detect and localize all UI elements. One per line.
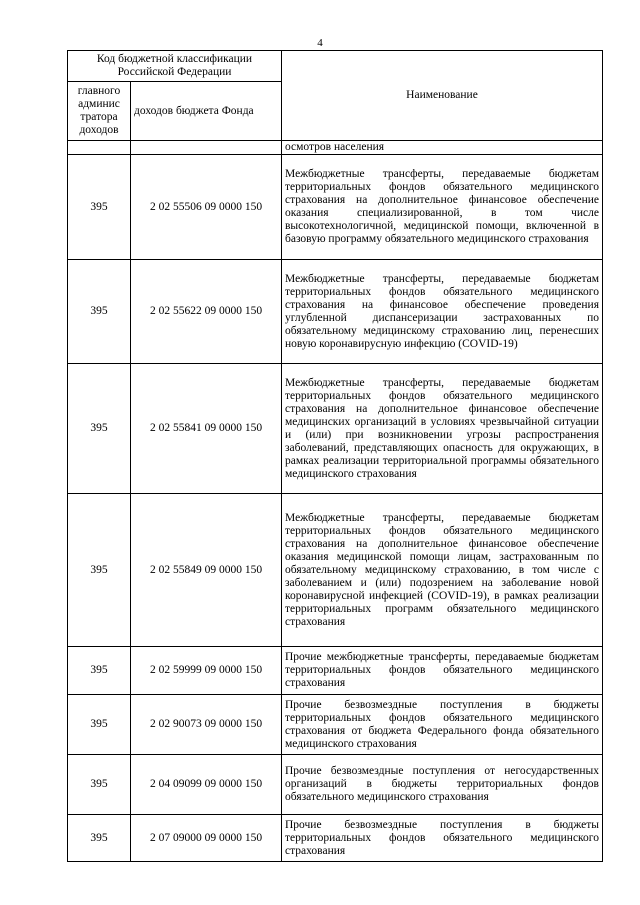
header-fund-revenue-code: доходов бюджета Фонда xyxy=(131,82,282,141)
name-cell: осмотров населения xyxy=(282,141,603,155)
revenue-code-cell: 2 02 55849 09 0000 150 xyxy=(131,494,282,647)
name-cell: Межбюджетные трансферты, передаваемые бюджетам территориальных фондов обязательного медицинского страхования на дополнительное финансовое обеспечение медицинских организаций в условиях чрезвычайной ситуации и (или) при возникновении угрозы распространения заболеваний, представляющих опасность для окружающих, в рамках реализации территориальной программы обязательного медицинского страхования xyxy=(282,364,603,494)
page-number: 4 xyxy=(317,37,323,49)
name-cell: Межбюджетные трансферты, передаваемые бюджетам территориальных фондов обязательного медицинского страхования на дополнительное финансовое обеспечение оказания специализированной, в том числе высокотехнологичной, медицинской помощи, включенной в базовую программу обязательного медицинского страхования xyxy=(282,155,603,260)
budget-classification-table xyxy=(67,50,603,862)
admin-code-cell: 395 xyxy=(68,815,131,862)
admin-code-cell xyxy=(68,141,131,155)
header-classification-code: Код бюджетной классификации Российской Федерации xyxy=(68,51,282,82)
name-cell: Прочие безвозмездные поступления в бюджеты территориальных фондов обязательного медицинского страхования xyxy=(282,815,603,862)
name-cell: Прочие межбюджетные трансферты, передаваемые бюджетам территориальных фондов обязательного медицинского страхования xyxy=(282,647,603,695)
revenue-code-cell: 2 04 09099 09 0000 150 xyxy=(131,755,282,815)
admin-code-cell: 395 xyxy=(68,155,131,260)
table-row xyxy=(68,364,603,494)
table-row xyxy=(68,815,603,862)
revenue-code-cell: 2 02 55841 09 0000 150 xyxy=(131,364,282,494)
table-row xyxy=(68,755,603,815)
admin-code-cell: 395 xyxy=(68,695,131,755)
revenue-code-cell: 2 02 55506 09 0000 150 xyxy=(131,155,282,260)
admin-code-cell: 395 xyxy=(68,647,131,695)
table-row xyxy=(68,260,603,364)
table-row xyxy=(68,155,603,260)
revenue-code-cell: 2 02 55622 09 0000 150 xyxy=(131,260,282,364)
continuation-row xyxy=(68,141,603,155)
revenue-code-cell xyxy=(131,141,282,155)
revenue-code-cell: 2 02 90073 09 0000 150 xyxy=(131,695,282,755)
admin-code-cell: 395 xyxy=(68,755,131,815)
name-cell: Межбюджетные трансферты, передаваемые бюджетам территориальных фондов обязательного медицинского страхования на дополнительное финансовое обеспечение оказания медицинской помощи лицам, застрахованным по обязательному медицинскому страхованию, в том числе с заболеванием и (или) подозрением на заболевание новой коронавирусной инфекцией (COVID-19), в рамках реализации территориальных программ обязательного медицинского страхования xyxy=(282,494,603,647)
table-row xyxy=(68,494,603,647)
revenue-code-cell: 2 02 59999 09 0000 150 xyxy=(131,647,282,695)
header-chief-administrator: главного админис тратора доходов xyxy=(68,82,131,141)
revenue-code-cell: 2 07 09000 09 0000 150 xyxy=(131,815,282,862)
admin-code-cell: 395 xyxy=(68,260,131,364)
admin-code-cell: 395 xyxy=(68,364,131,494)
header-name: Наименование xyxy=(282,51,603,141)
name-cell: Прочие безвозмездные поступления от негосударственных организаций в бюджеты территориальных фондов обязательного медицинского страхования xyxy=(282,755,603,815)
name-cell: Межбюджетные трансферты, передаваемые бюджетам территориальных фондов обязательного медицинского страхования на финансовое обеспечение проведения углубленной диспансеризации застрахованных по обязательному медицинскому страхованию лиц, перенесших новую коронавирусную инфекцию (COVID-19) xyxy=(282,260,603,364)
header-row-group xyxy=(68,51,603,82)
table-row xyxy=(68,647,603,695)
table-row xyxy=(68,695,603,755)
name-cell: Прочие безвозмездные поступления в бюджеты территориальных фондов обязательного медицинского страхования от бюджета Федерального фонда обязательного медицинского страхования xyxy=(282,695,603,755)
admin-code-cell: 395 xyxy=(68,494,131,647)
